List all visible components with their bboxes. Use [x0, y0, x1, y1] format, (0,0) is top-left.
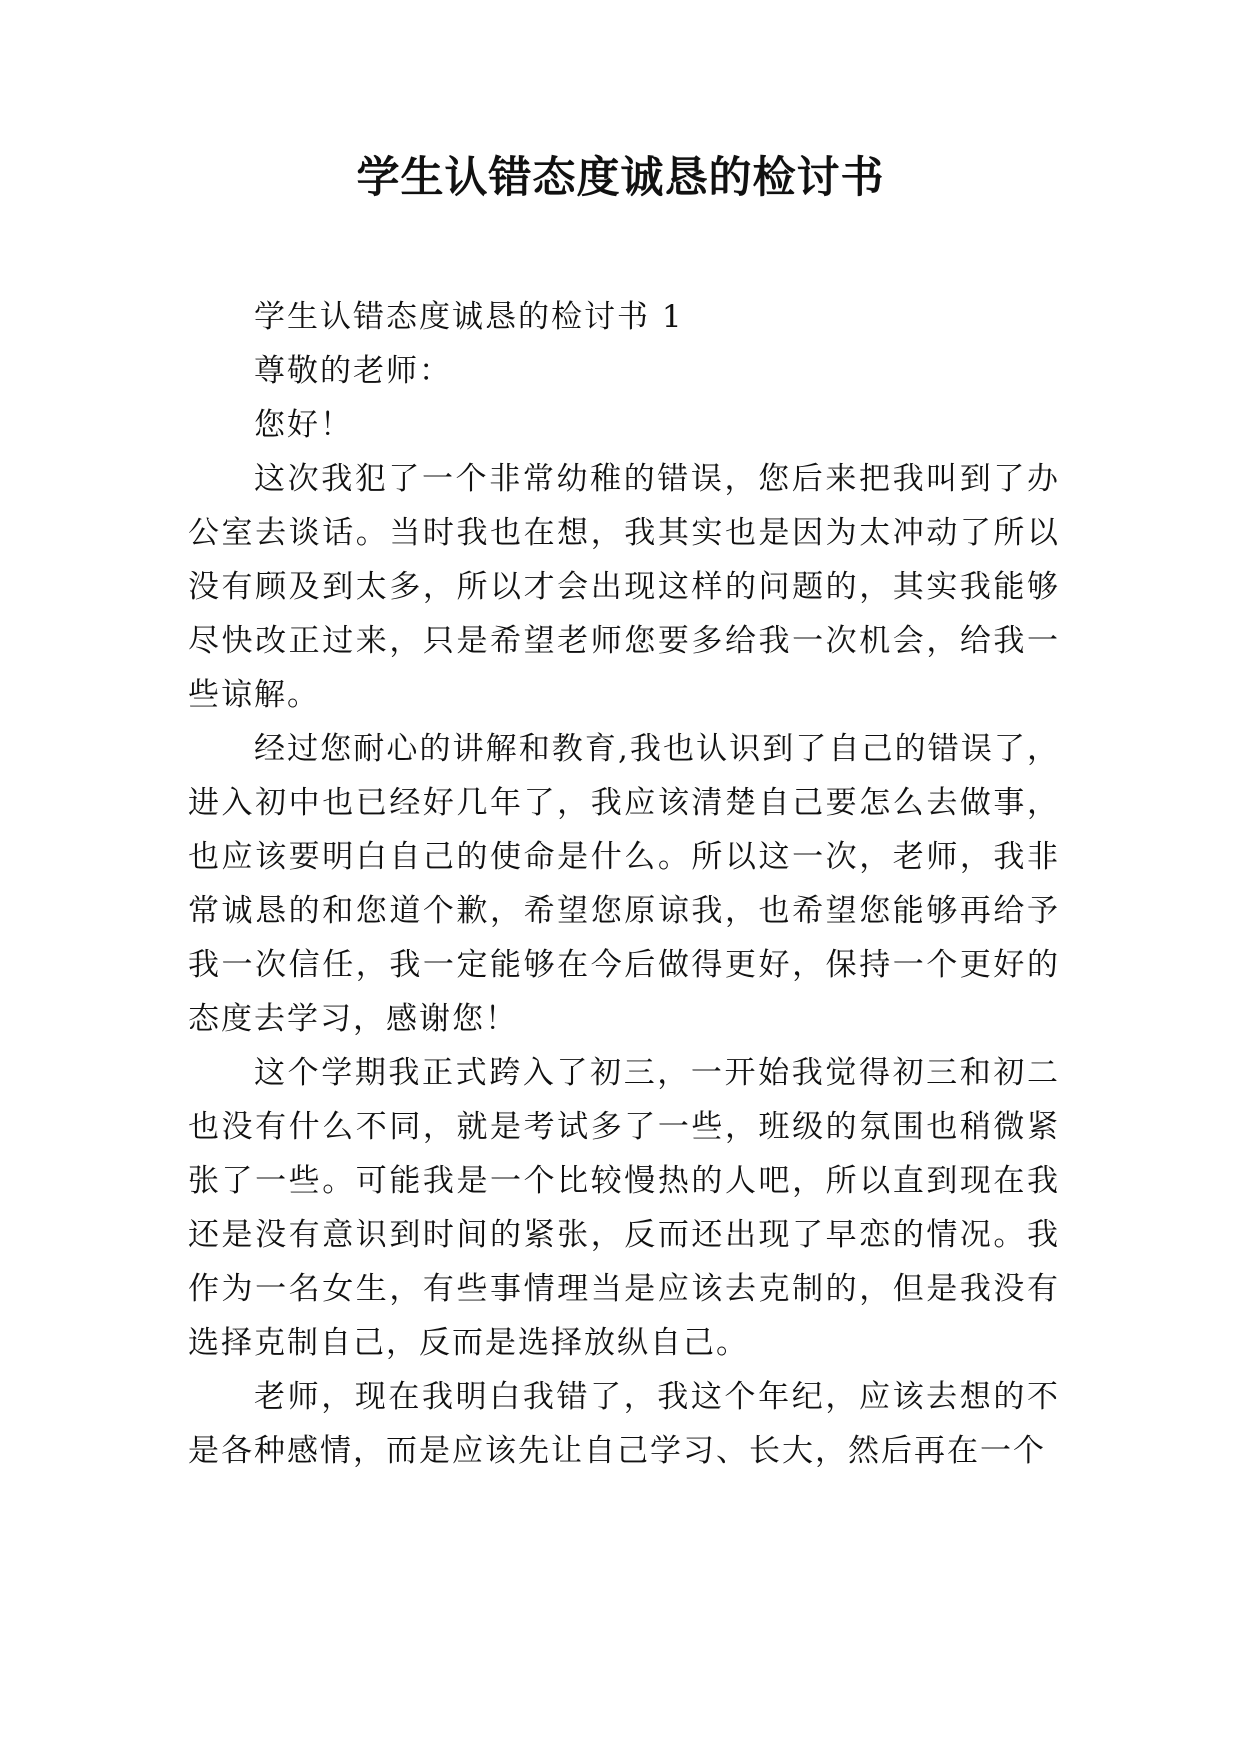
document-body [188, 290, 1060, 1478]
body-paragraph: 老师，现在我明白我错了，我这个年纪，应该去想的不是各种感情，而是应该先让自己学习、长大，然后再在一个 [188, 1379, 1060, 1469]
section-heading: 学生认错态度诚恳的检讨书 1 [254, 299, 684, 335]
greeting: 您好！ [254, 407, 353, 443]
body-paragraph: 这次我犯了一个非常幼稚的错误，您后来把我叫到了办公室去谈话。当时我也在想，我其实也是因为太冲动了所以没有顾及到太多，所以才会出现这样的问题的，其实我能够尽快改正过来，只是希望老师您要多给我一次机会，给我一些谅解。 [188, 461, 1060, 713]
body-paragraph: 经过您耐心的讲解和教育,我也认识到了自己的错误了，进入初中也已经好几年了，我应该清楚自己要怎么去做事，也应该要明白自己的使命是什么。所以这一次，老师，我非常诚恳的和您道个歉，希望您原谅我，也希望您能够再给予我一次信任，我一定能够在今后做得更好，保持一个更好的态度去学习，感谢您！ [188, 731, 1060, 1037]
salutation: 尊敬的老师： [254, 353, 452, 389]
body-paragraph: 这个学期我正式跨入了初三，一开始我觉得初三和初二也没有什么不同，就是考试多了一些，班级的氛围也稍微紧张了一些。可能我是一个比较慢热的人吧，所以直到现在我还是没有意识到时间的紧张，反而还出现了早恋的情况。我作为一名女生，有些事情理当是应该去克制的，但是我没有选择克制自己，反而是选择放纵自己。 [188, 1055, 1060, 1361]
document-title: 学生认错态度诚恳的检讨书 [356, 153, 885, 203]
